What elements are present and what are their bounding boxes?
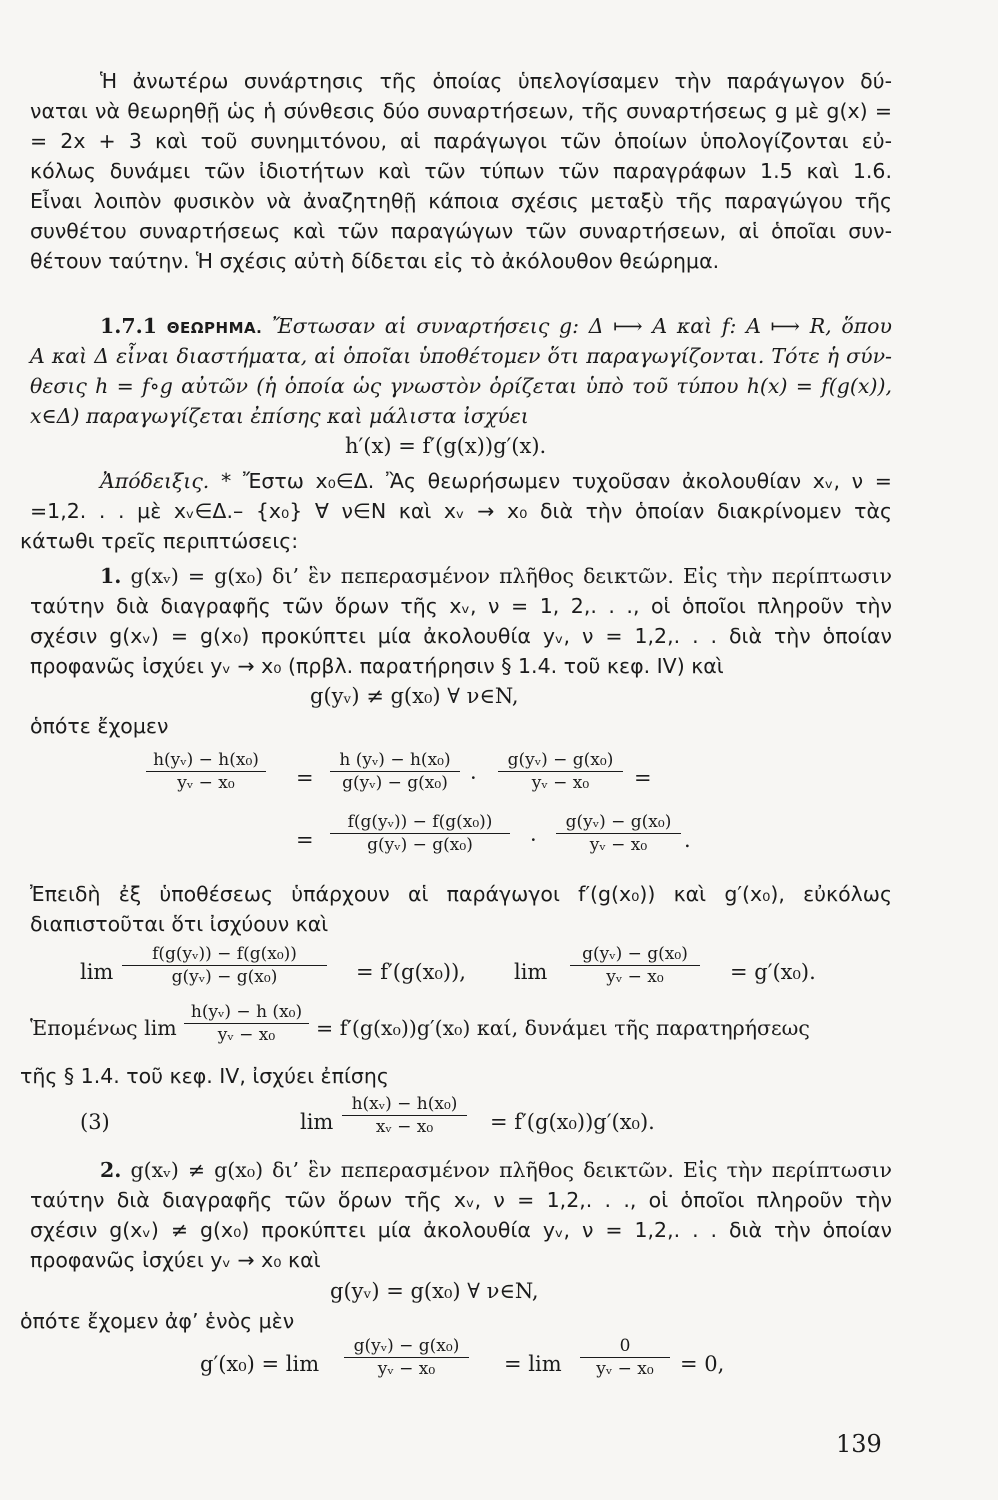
hence-result: = f′(g(x₀))g′(x₀) καί, δυνάμει τῆς παρατηρήσεως <box>316 1016 810 1040</box>
dot-sign: · <box>530 828 537 852</box>
numerator: 0 <box>619 1336 631 1356</box>
theorem-number: 1.7.1 <box>100 314 158 338</box>
case1-fraction-2 <box>330 750 460 793</box>
theorem-line-1 <box>100 312 892 342</box>
hence-lim: Ἑπομένως lim <box>30 1016 177 1040</box>
denominator: yᵥ − x₀ <box>606 967 664 987</box>
denominator: yᵥ − x₀ <box>596 1359 654 1379</box>
numerator: f(g(yᵥ)) − f(g(x₀)) <box>152 944 297 964</box>
case2-rhs: = 0, <box>680 1352 725 1376</box>
case2-lhs: g′(x₀) = lim <box>200 1352 320 1376</box>
theorem-formula: h′(x) = f′(g(x))g′(x). <box>345 434 547 458</box>
intro-line-3: = 2x + 3 καὶ τοῦ συνημιτόνου, αἱ παράγωγοι τῶν ὁποίων ὑπολογίζονται εὐ- <box>30 129 892 153</box>
theorem-line-2: A καὶ Δ εἶναι διαστήματα, αἱ ὁποῖαι ὑποθέτομεν ὅτι παραγωγίζονται. Τότε ἡ σύν- <box>30 344 892 368</box>
equals-sign: = <box>634 766 652 790</box>
lim-operator: lim <box>80 960 114 984</box>
case1-fraction-4 <box>330 812 510 855</box>
case1-text-1: g(xᵥ) = g(x₀) δι’ ἓν πεπερασμένον πλῆθος δεικτῶν. Εἰς τὴν περίπτωσιν <box>130 564 892 588</box>
case1-fraction-6 <box>122 944 327 987</box>
numerator: h(xᵥ) − h(x₀) <box>351 1094 458 1114</box>
case1-line-3: σχέσιν g(xᵥ) = g(x₀) προκύπτει μία ἀκολουθία yᵥ, ν = 1,2,. . . διὰ τὴν ὁποίαν <box>30 624 892 648</box>
case2-fraction-1 <box>344 1336 469 1379</box>
denominator: yᵥ − x₀ <box>377 1359 436 1379</box>
intro-line-1: Ἡ ἀνωτέρω συνάρτησις τῆς ὁποίας ὑπελογίσαμεν τὴν παράγωγον δύ- <box>100 69 892 93</box>
case1-fraction-9 <box>342 1094 467 1137</box>
case1-line-9: τῆς § 1.4. τοῦ κεφ. IV, ἰσχύει ἐπίσης <box>20 1064 389 1088</box>
intro-line-2: ναται νὰ θεωρηθῇ ὡς ἡ σύνθεσις δύο συναρτήσεων, τῆς συναρτήσεως g μὲ g(x) = <box>30 99 892 123</box>
case1-fraction-5 <box>556 812 681 855</box>
case1-fraction-1 <box>146 750 266 793</box>
numerator: h(yᵥ) − h(x₀) <box>153 750 259 770</box>
limit-result-1: = f′(g(x₀)), <box>356 960 466 984</box>
proof-line-1 <box>100 467 892 495</box>
theorem-text-1: Ἔστωσαν αἱ συναρτήσεις g: Δ ⟼ A καὶ f: A ⟼ R, ὅπου <box>272 314 892 338</box>
case2-line-3: σχέσιν g(xᵥ) ≠ g(x₀) προκύπτει μία ἀκολουθία yᵥ, ν = 1,2,. . . διὰ τὴν ὁποίαν <box>30 1218 892 1242</box>
numerator: g(yᵥ) − g(x₀) <box>507 750 614 770</box>
case1-line-6: Ἐπειδὴ ἐξ ὑποθέσεως ὑπάρχουν αἱ παράγωγοι f′(g(x₀)) καὶ g′(x₀), εὐκόλως <box>30 882 892 906</box>
case1-fraction-3 <box>498 750 623 793</box>
case2-line-5: ὁπότε ἔχομεν ἀφ’ ἑνὸς μὲν <box>20 1309 295 1333</box>
numerator: g(yᵥ) − g(x₀) <box>582 944 688 964</box>
intro-line-5: Εἶναι λοιπὸν φυσικὸν νὰ ἀναζητηθῇ κάποια σχέσις μεταξὺ τῆς παραγώγου τῆς <box>30 189 892 213</box>
numerator: g(yᵥ) − g(x₀) <box>353 1336 460 1356</box>
denominator: xᵥ − x₀ <box>375 1117 434 1137</box>
period: . <box>684 828 691 852</box>
case2-line-1 <box>100 1156 892 1184</box>
lim-operator: lim <box>514 960 548 984</box>
proof-text-1: * Ἔστω x₀∈Δ. Ἂς θεωρήσωμεν τυχοῦσαν ἀκολουθίαν xᵥ, ν = <box>221 469 892 493</box>
numerator: h(yᵥ) − h (x₀) <box>190 1002 303 1022</box>
intro-line-6: συνθέτου συναρτήσεως καὶ τῶν παραγώγων τῶν συναρτήσεων, αἱ ὁποῖαι συν- <box>30 219 892 243</box>
case2-condition: g(yᵥ) = g(x₀) ∀ ν∈N, <box>330 1279 539 1303</box>
case2-mid: = lim <box>504 1352 562 1376</box>
proof-label: Ἀπόδειξις. <box>100 469 210 493</box>
case2-marker: 2. <box>100 1158 122 1182</box>
denominator: yᵥ − x₀ <box>531 773 590 793</box>
numerator: f(g(yᵥ)) − f(g(x₀)) <box>347 812 493 832</box>
dot-sign: · <box>470 766 477 790</box>
case1-fraction-7 <box>570 944 700 987</box>
denominator: yᵥ − x₀ <box>589 835 648 855</box>
case2-line-4: προφανῶς ἰσχύει yᵥ → x₀ καὶ <box>30 1248 321 1272</box>
theorem-line-4: x∈Δ) παραγωγίζεται ἐπίσης καὶ μάλιστα ἰσχύει <box>30 404 529 428</box>
equals-sign: = <box>296 828 314 852</box>
denominator: yᵥ − x₀ <box>217 1025 276 1045</box>
proof-line-2: =1,2. . . μὲ xᵥ∈Δ.– {x₀} ∀ ν∈N καὶ xᵥ → x₀ διὰ τὴν ὁποίαν διακρίνομεν τὰς <box>30 499 892 523</box>
case2-text-1: g(xᵥ) ≠ g(x₀) δι’ ἓν πεπερασμένον πλῆθος δεικτῶν. Εἰς τὴν περίπτωσιν <box>130 1158 892 1182</box>
intro-line-4: κόλως δυνάμει τῶν ἰδιοτήτων καὶ τῶν τύπων τῶν παραγράφων 1.5 καὶ 1.6. <box>30 159 892 183</box>
case1-line-2: ταύτην διὰ διαγραφῆς τῶν ὅρων τῆς xᵥ, ν = 1, 2,. . ., οἱ ὁποῖοι πληροῦν τὴν <box>30 594 892 618</box>
denominator: g(yᵥ) − g(x₀) <box>171 967 278 987</box>
numerator: g(yᵥ) − g(x₀) <box>565 812 672 832</box>
case1-line-7: διαπιστοῦται ὅτι ἰσχύουν καὶ <box>30 912 329 936</box>
intro-line-7: θέτουν ταύτην. Ἡ σχέσις αὐτὴ δίδεται εἰς τὸ ἀκόλουθον θεώρημα. <box>30 249 720 273</box>
case2-line-2: ταύτην διὰ διαγραφῆς τῶν ὅρων τῆς xᵥ, ν = 1,2,. . ., οἱ ὁποῖοι πληροῦν τὴν <box>30 1188 892 1212</box>
numerator: h (yᵥ) − h(x₀) <box>339 750 451 770</box>
case1-condition: g(yᵥ) ≠ g(x₀) ∀ ν∈N, <box>310 684 519 708</box>
theorem-heading: ΘΕΩΡΗΜΑ. <box>166 319 263 337</box>
limit-result-2: = g′(x₀). <box>730 960 816 984</box>
lim-operator: lim <box>300 1110 334 1134</box>
case1-fraction-8 <box>184 1002 309 1045</box>
equation-3-result: = f′(g(x₀))g′(x₀). <box>490 1110 655 1134</box>
equals-sign: = <box>296 766 314 790</box>
equation-number-3: (3) <box>80 1110 110 1134</box>
case1-line-4: προφανῶς ἰσχύει yᵥ → x₀ (πρβλ. παρατήρησιν § 1.4. τοῦ κεφ. IV) καὶ <box>30 654 724 678</box>
case1-line-1 <box>100 562 892 590</box>
proof-line-3: κάτωθι τρεῖς περιπτώσεις: <box>20 529 299 553</box>
theorem-line-3: θεσις h = f∘g αὐτῶν (ἡ ὁποία ὡς γνωστὸν ὁρίζεται ὑπὸ τοῦ τύπου h(x) = f(g(x)), <box>30 374 892 398</box>
case2-fraction-2 <box>580 1336 670 1379</box>
case1-marker: 1. <box>100 564 122 588</box>
page-number: 139 <box>836 1430 882 1458</box>
denominator: g(yᵥ) − g(x₀) <box>342 773 448 793</box>
denominator: yᵥ − x₀ <box>177 773 235 793</box>
denominator: g(yᵥ) − g(x₀) <box>367 835 473 855</box>
case1-line-5: ὁπότε ἔχομεν <box>30 714 169 738</box>
